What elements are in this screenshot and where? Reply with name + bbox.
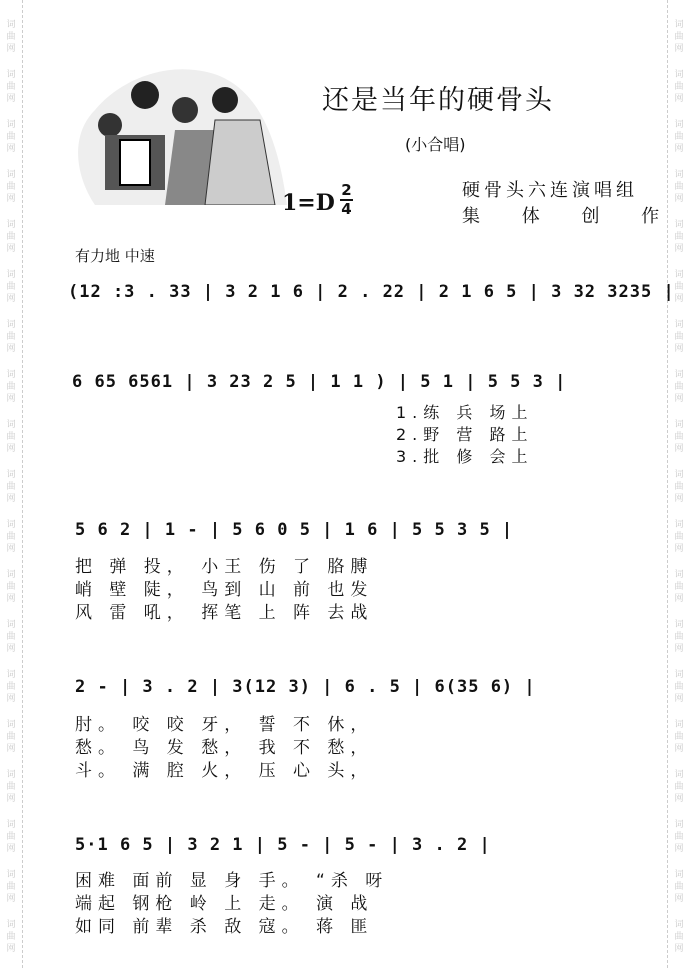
watermark-char: 曲 bbox=[674, 482, 684, 492]
time-top: 2 bbox=[341, 181, 352, 199]
watermark-char: 词 bbox=[6, 420, 16, 430]
watermark-char: 网 bbox=[6, 644, 16, 654]
watermark-char: 词 bbox=[6, 220, 16, 230]
watermark-char: 词 bbox=[6, 620, 16, 630]
tempo-marking: 有力地 中速 bbox=[75, 247, 155, 265]
watermark-char: 词 bbox=[674, 670, 684, 680]
watermark-char: 曲 bbox=[674, 132, 684, 142]
lyric-line-3-v3: 风 雷 吼， 挥笔 上 阵 去战 bbox=[75, 603, 374, 623]
watermark-char: 曲 bbox=[6, 82, 16, 92]
credit-collective: 集 体 创 作 bbox=[462, 206, 678, 227]
watermark-char: 词 bbox=[6, 320, 16, 330]
lyric-line-5-v3: 如同 前辈 杀 敌 寇。 蒋 匪 bbox=[75, 917, 374, 937]
watermark-char: 词 bbox=[674, 820, 684, 830]
watermark-char: 网 bbox=[6, 94, 16, 104]
watermark-char: 曲 bbox=[6, 282, 16, 292]
watermark-char: 词 bbox=[6, 870, 16, 880]
watermark-char: 网 bbox=[674, 544, 684, 554]
watermark-char: 网 bbox=[6, 494, 16, 504]
watermark-char: 网 bbox=[6, 44, 16, 54]
watermark-char: 曲 bbox=[6, 532, 16, 542]
watermark-char: 词 bbox=[6, 370, 16, 380]
watermark-char: 词 bbox=[6, 520, 16, 530]
watermark-char: 词 bbox=[674, 370, 684, 380]
watermark-char: 词 bbox=[6, 120, 16, 130]
watermark-char: 词 bbox=[674, 470, 684, 480]
watermark-char: 网 bbox=[6, 594, 16, 604]
watermark-char: 曲 bbox=[6, 482, 16, 492]
lyric-line-2-v1: 1.练 兵 场上 bbox=[396, 403, 534, 422]
lyric-line-3-v1: 把 弹 投， 小王 伤 了 胳膊 bbox=[75, 557, 374, 577]
notation-line-3: 5 6 2 | 1 - | 5 6 0 5 | 1 6 | 5 5 3 5 | bbox=[75, 520, 514, 540]
watermark-char: 词 bbox=[674, 770, 684, 780]
watermark-char: 词 bbox=[674, 270, 684, 280]
notation-line-4: 2 - | 3 . 2 | 3(12 3) | 6 . 5 | 6(35 6) | bbox=[75, 677, 536, 697]
watermark-char: 词 bbox=[674, 520, 684, 530]
key-signature: 1=D bbox=[282, 190, 335, 216]
watermark-char: 网 bbox=[6, 444, 16, 454]
credit-group: 硬骨头六连演唱组 bbox=[462, 180, 638, 201]
notation-line-1: (12 :3 . 33 | 3 2 1 6 | 2 . 22 | 2 1 6 5 | 3 32 3235 | bbox=[68, 282, 675, 302]
watermark-char: 网 bbox=[6, 294, 16, 304]
watermark-char: 网 bbox=[674, 494, 684, 504]
watermark-char: 词 bbox=[674, 620, 684, 630]
lyric-line-5-v1: 困难 面前 显 身 手。 “杀 呀 bbox=[75, 871, 389, 891]
watermark-char: 曲 bbox=[674, 632, 684, 642]
watermark-char: 网 bbox=[674, 294, 684, 304]
lyric-line-4-v3: 斗。 满 腔 火， 压 心 头， bbox=[75, 761, 374, 781]
watermark-char: 网 bbox=[6, 744, 16, 754]
song-subtitle: (小合唱) bbox=[405, 135, 466, 154]
watermark-char: 曲 bbox=[6, 582, 16, 592]
watermark-char: 曲 bbox=[674, 832, 684, 842]
watermark-char: 曲 bbox=[674, 782, 684, 792]
watermark-char: 曲 bbox=[674, 882, 684, 892]
watermark-char: 曲 bbox=[674, 32, 684, 42]
watermark-char: 曲 bbox=[6, 732, 16, 742]
lyric-line-2-v3: 3.批 修 会上 bbox=[396, 447, 534, 466]
watermark-char: 曲 bbox=[674, 682, 684, 692]
watermark-char: 词 bbox=[674, 220, 684, 230]
watermark-char: 曲 bbox=[6, 932, 16, 942]
watermark-char: 曲 bbox=[6, 632, 16, 642]
watermark-char: 曲 bbox=[6, 882, 16, 892]
watermark-char: 词 bbox=[6, 670, 16, 680]
watermark-char: 词 bbox=[674, 20, 684, 30]
watermark-char: 网 bbox=[6, 194, 16, 204]
watermark-char: 网 bbox=[6, 794, 16, 804]
watermark-char: 曲 bbox=[674, 82, 684, 92]
watermark-char: 词 bbox=[674, 570, 684, 580]
song-title: 还是当年的硬骨头 bbox=[322, 85, 554, 116]
watermark-char: 词 bbox=[6, 470, 16, 480]
lyric-line-5-v2: 端起 钢枪 岭 上 走。 演 战 bbox=[75, 894, 374, 914]
watermark-char: 网 bbox=[674, 844, 684, 854]
lyric-line-4-v2: 愁。 鸟 发 愁， 我 不 愁， bbox=[75, 738, 374, 758]
watermark-right bbox=[667, 0, 690, 968]
watermark-char: 词 bbox=[6, 820, 16, 830]
watermark-char: 词 bbox=[674, 70, 684, 80]
notation-line-5: 5·1 6 5 | 3 2 1 | 5 - | 5 - | 3 . 2 | bbox=[75, 835, 491, 855]
watermark-char: 网 bbox=[6, 694, 16, 704]
watermark-char: 曲 bbox=[674, 432, 684, 442]
watermark-char: 网 bbox=[674, 894, 684, 904]
watermark-char: 词 bbox=[674, 720, 684, 730]
watermark-char: 网 bbox=[674, 44, 684, 54]
watermark-char: 网 bbox=[674, 194, 684, 204]
watermark-char: 网 bbox=[6, 894, 16, 904]
watermark-char: 网 bbox=[6, 394, 16, 404]
watermark-char: 曲 bbox=[674, 732, 684, 742]
watermark-char: 曲 bbox=[6, 432, 16, 442]
watermark-char: 曲 bbox=[6, 782, 16, 792]
watermark-char: 词 bbox=[6, 70, 16, 80]
watermark-char: 词 bbox=[674, 870, 684, 880]
watermark-char: 曲 bbox=[6, 332, 16, 342]
watermark-char: 网 bbox=[6, 944, 16, 954]
watermark-char: 网 bbox=[674, 94, 684, 104]
watermark-char: 网 bbox=[674, 744, 684, 754]
watermark-char: 词 bbox=[6, 720, 16, 730]
watermark-char: 网 bbox=[6, 244, 16, 254]
time-bottom: 4 bbox=[341, 200, 352, 218]
watermark-char: 词 bbox=[6, 770, 16, 780]
watermark-char: 网 bbox=[6, 344, 16, 354]
notation-line-2: 6 65 6561 | 3 23 2 5 | 1 1 ) | 5 1 | 5 5 3 | bbox=[72, 372, 567, 392]
watermark-char: 曲 bbox=[6, 832, 16, 842]
watermark-char: 词 bbox=[6, 920, 16, 930]
watermark-char: 网 bbox=[674, 594, 684, 604]
watermark-char: 网 bbox=[6, 544, 16, 554]
watermark-char: 词 bbox=[674, 920, 684, 930]
lyric-line-2-v2: 2.野 营 路上 bbox=[396, 425, 534, 444]
watermark-char: 网 bbox=[674, 344, 684, 354]
watermark-char: 曲 bbox=[6, 382, 16, 392]
watermark-char: 网 bbox=[674, 144, 684, 154]
watermark-char: 词 bbox=[6, 20, 16, 30]
watermark-char: 网 bbox=[674, 694, 684, 704]
watermark-char: 曲 bbox=[6, 182, 16, 192]
watermark-char: 词 bbox=[6, 570, 16, 580]
watermark-char: 曲 bbox=[6, 32, 16, 42]
watermark-char: 曲 bbox=[674, 232, 684, 242]
watermark-char: 网 bbox=[6, 844, 16, 854]
watermark-char: 网 bbox=[674, 244, 684, 254]
watermark-char: 曲 bbox=[674, 582, 684, 592]
watermark-char: 词 bbox=[6, 170, 16, 180]
watermark-char: 词 bbox=[674, 420, 684, 430]
lyric-line-4-v1: 肘。 咬 咬 牙， 誓 不 休， bbox=[75, 715, 374, 735]
watermark-char: 曲 bbox=[674, 532, 684, 542]
watermark-char: 曲 bbox=[674, 382, 684, 392]
watermark-char: 词 bbox=[674, 120, 684, 130]
watermark-left bbox=[0, 0, 23, 968]
lyric-line-3-v2: 峭 壁 陡， 鸟到 山 前 也发 bbox=[75, 580, 374, 600]
time-signature bbox=[340, 182, 353, 218]
watermark-char: 网 bbox=[674, 444, 684, 454]
watermark-char: 曲 bbox=[6, 682, 16, 692]
watermark-char: 网 bbox=[674, 394, 684, 404]
watermark-char: 曲 bbox=[6, 232, 16, 242]
watermark-char: 网 bbox=[674, 944, 684, 954]
watermark-char: 曲 bbox=[674, 332, 684, 342]
watermark-char: 网 bbox=[674, 794, 684, 804]
watermark-char: 曲 bbox=[674, 282, 684, 292]
watermark-char: 网 bbox=[6, 144, 16, 154]
watermark-char: 曲 bbox=[674, 182, 684, 192]
watermark-char: 词 bbox=[6, 270, 16, 280]
watermark-char: 词 bbox=[674, 170, 684, 180]
watermark-char: 曲 bbox=[6, 132, 16, 142]
watermark-char: 词 bbox=[674, 320, 684, 330]
watermark-char: 曲 bbox=[674, 932, 684, 942]
singers-illustration bbox=[65, 55, 287, 205]
watermark-char: 网 bbox=[674, 644, 684, 654]
